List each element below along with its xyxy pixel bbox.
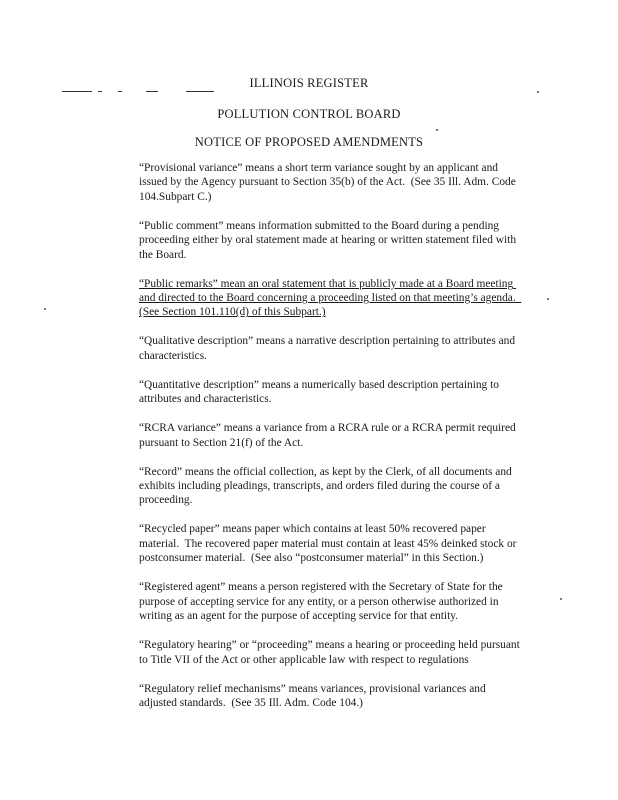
definition-paragraph: “Recycled paper” means paper which contains at least 50% recovered paper material. The recovered paper material must contain at least 45% deinked stock or postconsumer material. (See also “postconsumer material” in this Section.)	[139, 523, 520, 565]
scan-speck	[44, 308, 46, 310]
definition-paragraph: “Record” means the official collection, as kept by the Clerk, of all documents and exhibits including pleadings, transcripts, and orders filed during the course of a proceeding.	[139, 465, 515, 507]
header-rule-fragment	[186, 91, 214, 92]
header-rule-fragment	[98, 91, 102, 92]
definition-paragraph: “RCRA variance” means a variance from a RCRA rule or a RCRA permit required pursuant to Section 21(f) of the Act.	[139, 422, 519, 449]
notice-title: NOTICE OF PROPOSED AMENDMENTS	[194, 135, 424, 149]
header-rule-fragment	[118, 91, 122, 92]
definition-paragraph: “Regulatory relief mechanisms” means variances, provisional variances and adjusted standards. (See 35 Ill. Adm. Code 104.)	[139, 682, 489, 709]
definition-paragraph: “Public comment” means information submitted to the Board during a pending proceeding either by oral statement made at hearing or written statement filed with the Board.	[139, 219, 519, 261]
header-rule-fragment	[146, 91, 158, 92]
header-rule-fragment	[62, 91, 92, 92]
definitions-body	[139, 161, 523, 725]
scan-speck	[560, 598, 562, 600]
definition-paragraph-added: “Public remarks” mean an oral statement that is publicly made at a Board meeting and directed to the Board concerning a proceeding listed on that meeting’s agenda. (See Section 101.110(d) of this Subpart.)	[139, 277, 522, 319]
definition-paragraph: “Regulatory hearing” or “proceeding” means a hearing or proceeding held pursuant to Title VII of the Act or other applicable law with respect to regulations	[139, 639, 523, 666]
register-title: ILLINOIS REGISTER	[249, 76, 369, 90]
agency-title: POLLUTION CONTROL BOARD	[217, 107, 401, 121]
definition-paragraph: “Registered agent” means a person registered with the Secretary of State for the purpose of accepting service for any entity, or a person otherwise authorized in writing as an agent for the purpose of accepting service for that entity.	[139, 581, 506, 623]
definition-paragraph: “Provisional variance” means a short term variance sought by an applicant and issued by the Agency pursuant to Section 35(b) of the Act. (See 35 Ill. Adm. Code 104.Subpart C.)	[139, 162, 519, 203]
definition-paragraph: “Qualitative description” means a narrative description pertaining to attributes and characteristics.	[139, 335, 518, 362]
scan-speck	[547, 298, 549, 300]
scan-speck	[436, 129, 438, 131]
definition-paragraph: “Quantitative description” means a numerically based description pertaining to attributes and characteristics.	[139, 378, 502, 406]
scan-speck	[537, 91, 539, 93]
